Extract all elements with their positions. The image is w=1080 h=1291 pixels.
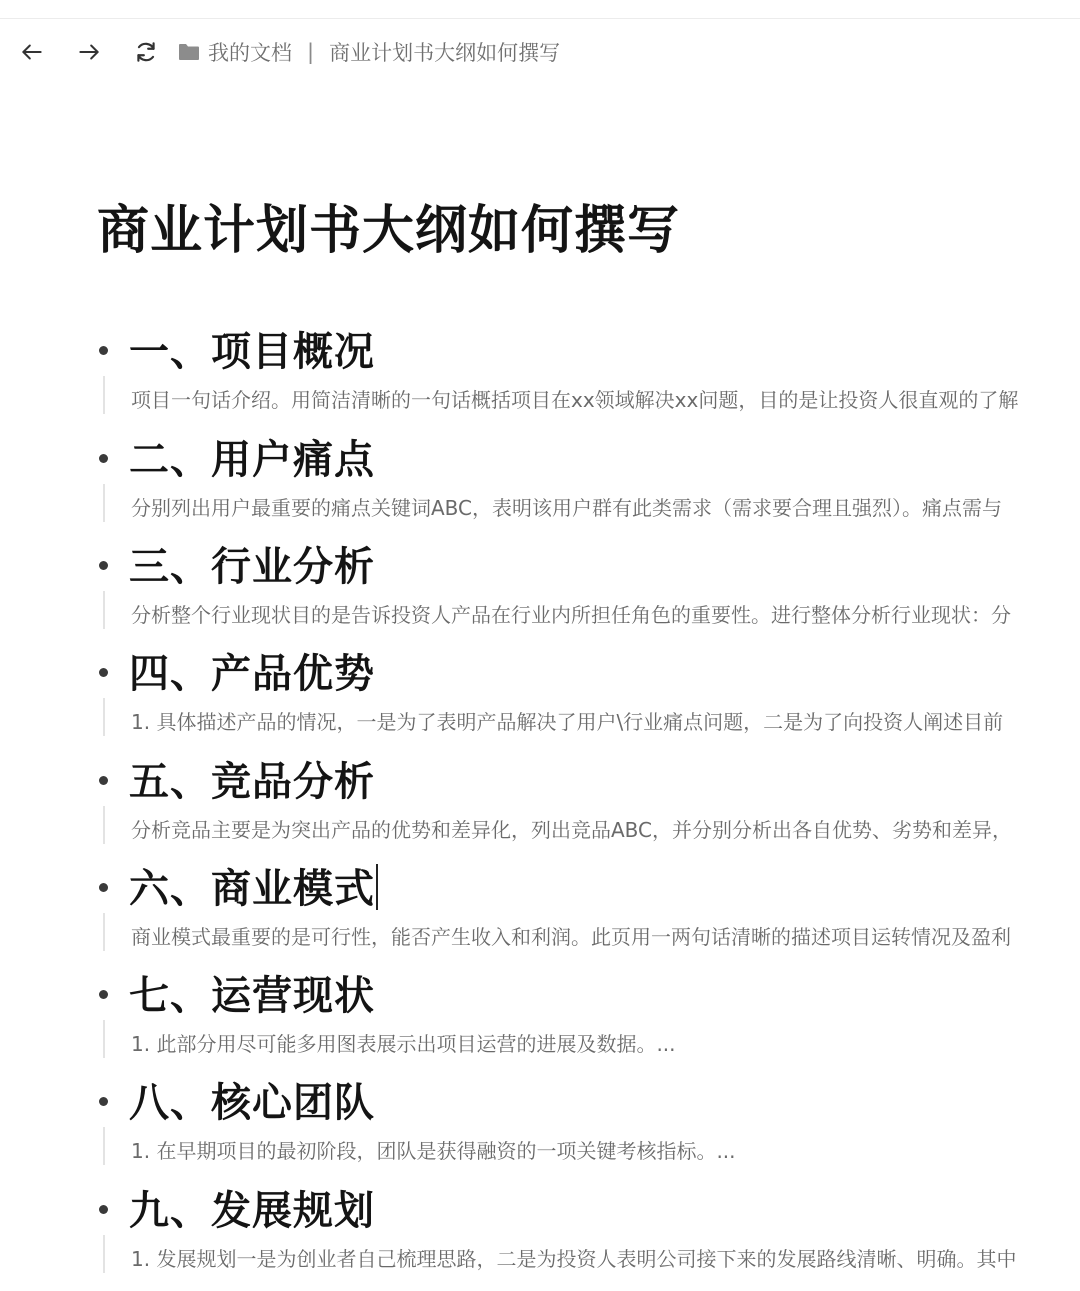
section-heading[interactable]: 八、核心团队	[129, 1080, 375, 1126]
section-text[interactable]: 1. 具体描述产品的情况，一是为了表明产品解决了用户\行业痛点问题，二是为了向投资人阐述目前	[131, 710, 1004, 734]
bullet-dot	[99, 454, 108, 463]
text-cursor	[376, 864, 378, 910]
bullet-dot	[99, 346, 108, 355]
section-heading[interactable]: 七、运营现状	[129, 973, 375, 1019]
bullet-dot	[99, 1205, 108, 1214]
section-heading[interactable]: 一、项目概况	[129, 329, 375, 375]
section-heading[interactable]: 五、竞品分析	[129, 759, 375, 805]
section-text[interactable]: 1. 在早期项目的最初阶段，团队是获得融资的一项关键考核指标。...	[131, 1139, 736, 1163]
section-text[interactable]: 1. 发展规划一是为创业者自己梳理思路，二是为投资人表明公司接下来的发展路线清晰、明确。其中	[131, 1247, 1017, 1271]
bullet-dot	[99, 668, 108, 677]
bullet-dot	[99, 561, 108, 570]
section-text[interactable]: 商业模式最重要的是可行性，能否产生收入和利润。此页用一两句话清晰的描述项目运转情况及盈利	[131, 925, 1011, 949]
indent-guide	[103, 1235, 105, 1273]
indent-guide	[103, 913, 105, 951]
indent-guide	[103, 806, 105, 844]
section-heading[interactable]: 三、行业分析	[129, 544, 375, 590]
indent-guide	[103, 1127, 105, 1165]
bullet-dot	[99, 990, 108, 999]
section-text[interactable]: 分析整个行业现状目的是告诉投资人产品在行业内所担任角色的重要性。进行整体分析行业现状：分	[131, 603, 1011, 627]
section-heading[interactable]	[129, 857, 378, 914]
breadcrumb-separator: |	[307, 40, 315, 64]
section-text[interactable]: 分析竞品主要是为突出产品的优势和差异化，列出竞品ABC，并分别分析出各自优势、劣势和差异，	[131, 818, 1013, 842]
section-text[interactable]: 项目一句话介绍。用简洁清晰的一句话概括项目在xx领域解决xx问题，目的是让投资人很直观的了解	[131, 388, 1019, 412]
bullet-dot	[99, 1097, 108, 1106]
bullet-dot	[99, 883, 108, 892]
breadcrumb-current: 商业计划书大纲如何撰写	[329, 41, 561, 65]
section-heading[interactable]: 二、用户痛点	[129, 437, 375, 483]
section-heading-text: 六、商业模式	[129, 866, 375, 912]
indent-guide	[103, 484, 105, 522]
section-heading[interactable]: 九、发展规划	[129, 1188, 375, 1234]
section-heading[interactable]: 四、产品优势	[129, 651, 375, 697]
indent-guide	[103, 698, 105, 736]
indent-guide	[103, 1020, 105, 1058]
section-text[interactable]: 1. 此部分用尽可能多用图表展示出项目运营的进展及数据。...	[131, 1032, 676, 1056]
breadcrumb-folder[interactable]: 我的文档	[208, 41, 292, 65]
indent-guide	[103, 591, 105, 629]
section-text[interactable]: 分别列出用户最重要的痛点关键词ABC，表明该用户群有此类需求（需求要合理且强烈）。痛点需与	[131, 496, 1003, 520]
bullet-dot	[99, 776, 108, 785]
document-title[interactable]: 商业计划书大纲如何撰写	[97, 201, 681, 261]
indent-guide	[103, 376, 105, 414]
